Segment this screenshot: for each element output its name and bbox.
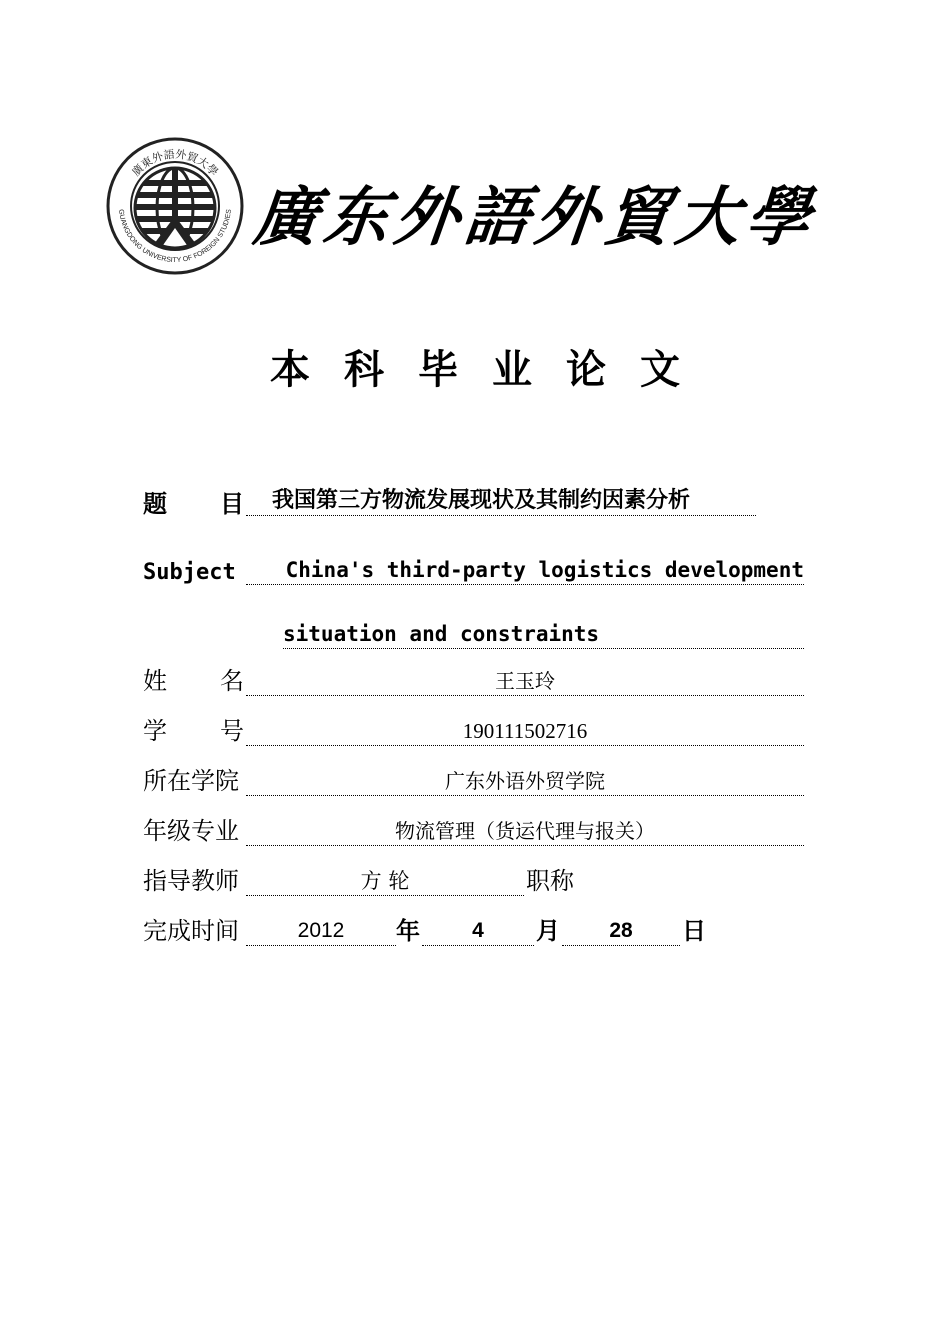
university-seal-logo	[105, 136, 245, 276]
academic-title-label: 职称	[526, 867, 574, 895]
seal-text-cn: 廣東外語外貿大學	[129, 147, 221, 179]
student-id-label-char: 号	[220, 717, 244, 745]
day-value: 28	[609, 919, 633, 942]
name-label-char: 名	[220, 667, 244, 695]
university-name-calligraphy	[247, 168, 818, 268]
student-id-field	[246, 717, 804, 746]
subject-value-line-2: situation and constraints	[283, 622, 600, 646]
topic-label-char: 目	[220, 489, 244, 518]
name-value: 王玉玲	[495, 669, 555, 693]
topic-value: 我国第三方物流发展现状及其制约因素分析	[272, 488, 691, 513]
topic-field	[246, 487, 756, 516]
univ-char: 东	[320, 180, 393, 255]
month-unit: 月	[536, 916, 560, 945]
name-field	[246, 667, 804, 696]
month-field	[422, 917, 534, 946]
univ-char: 外	[390, 180, 463, 255]
month-value: 4	[472, 919, 484, 942]
completion-date-label: 完成时间	[143, 917, 239, 945]
subject-value-line-1: China's third-party logistics development	[285, 558, 804, 582]
document-title: 本科毕业论文	[270, 346, 714, 393]
univ-char: 外	[531, 180, 604, 255]
student-id-value: 190111502716	[462, 719, 588, 743]
advisor-field	[246, 867, 524, 896]
subject-field-line-1	[246, 556, 804, 585]
advisor-value: 方 轮	[360, 869, 410, 893]
name-label-char: 姓	[143, 667, 167, 695]
year-field	[246, 917, 396, 946]
topic-label-char: 题	[143, 489, 167, 518]
major-label: 年级专业	[143, 817, 239, 845]
college-field	[246, 767, 804, 796]
univ-char: 語	[460, 180, 533, 255]
subject-label: Subject	[143, 560, 236, 585]
univ-char: 學	[742, 180, 814, 255]
subject-field-line-2	[283, 620, 804, 649]
year-unit: 年	[396, 916, 420, 945]
seal-text-en: GUANGDONG UNIVERSITY OF FOREIGN STUDIES	[117, 208, 233, 265]
day-field	[562, 917, 680, 946]
major-field	[246, 817, 804, 846]
year-value: 2012	[297, 919, 345, 942]
advisor-label: 指导教师	[143, 867, 239, 895]
major-value: 物流管理（货运代理与报关）	[395, 819, 655, 843]
student-id-label-char: 学	[143, 717, 167, 745]
univ-char: 大	[671, 180, 744, 255]
day-unit: 日	[682, 916, 706, 945]
college-value: 广东外语外贸学院	[445, 769, 605, 793]
univ-char: 廣	[250, 180, 322, 255]
univ-char: 貿	[601, 180, 674, 255]
college-label: 所在学院	[143, 767, 239, 795]
